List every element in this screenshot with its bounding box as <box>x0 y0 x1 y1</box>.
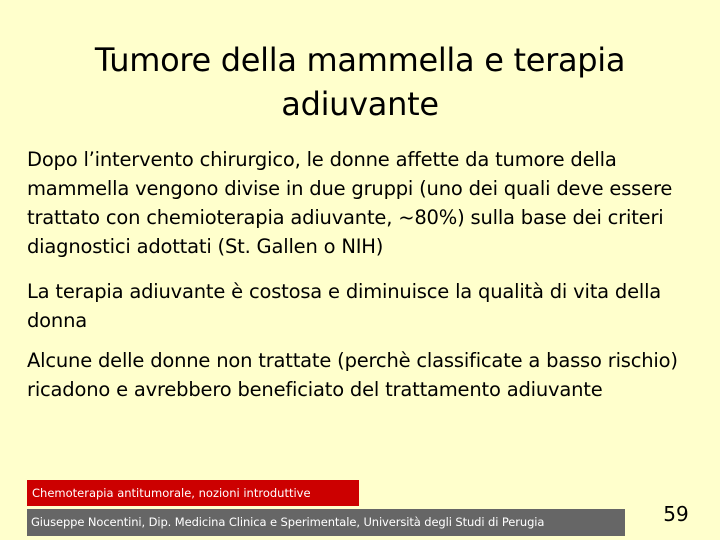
page-number: 59 <box>663 502 689 526</box>
paragraph-therapy-cost: La terapia adiuvante è costosa e diminuisce la qualità di vita della donna <box>27 280 662 332</box>
paragraph-untreated-relapse: Alcune delle donne non trattate (perchè classificate a basso rischio) ricadono e avrebbero beneficiato del trattamento adiuvante <box>27 349 678 401</box>
slide-title: Tumore della mammella e terapia adiuvante <box>94 41 626 123</box>
paragraph-treatment-groups: Dopo l’intervento chirurgico, le donne affette da tumore della mammella vengono divise in due gruppi (uno dei quali deve essere trattato con chemioterapia adiuvante, ~80%) sulla base dei criteri diagnostici adottati (St. Gallen o NIH) <box>27 148 673 258</box>
author-footer: Giuseppe Nocentini, Dip. Medicina Clinica e Sperimentale, Università degli Studi di Perugia <box>27 509 625 536</box>
course-tag: Chemoterapia antitumorale, nozioni introduttive <box>27 480 359 506</box>
